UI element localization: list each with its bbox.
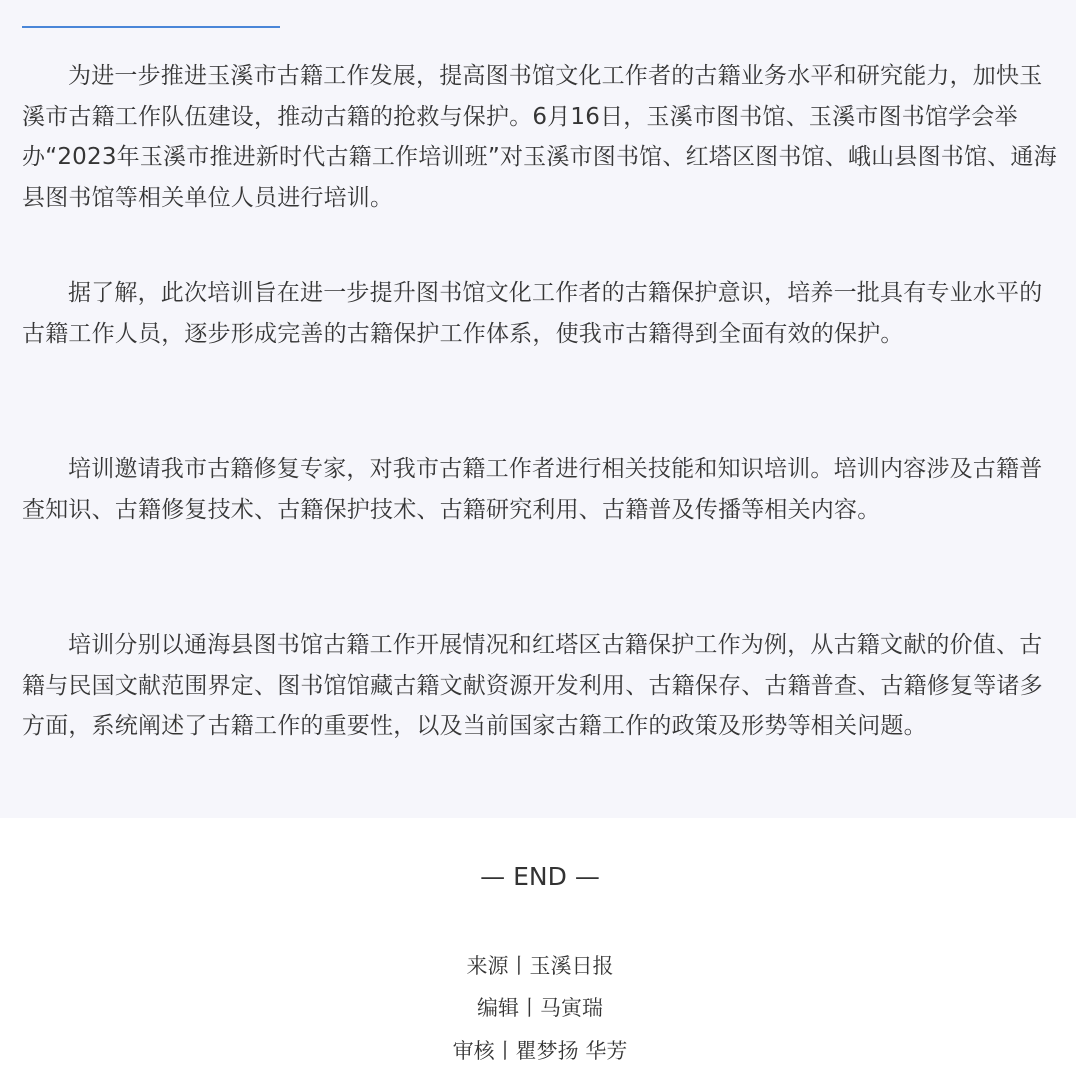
credit-review: 审核丨瞿梦扬 华芳	[452, 1039, 628, 1063]
paragraph-details: 培训分别以通海县图书馆古籍工作开展情况和红塔区古籍保护工作为例，从古籍文献的价值、古籍与民国文献范围界定、图书馆馆藏古籍文献资源开发利用、古籍保存、古籍普查、古籍修复等诸多方面，系统阐述了古籍工作的重要性，以及当前国家古籍工作的政策及形势等相关问题。	[22, 632, 1043, 740]
paragraph-intro: 为进一步推进玉溪市古籍工作发展，提高图书馆文化工作者的古籍业务水平和研究能力，加快玉溪市古籍工作队伍建设，推动古籍的抢救与保护。6月16日，玉溪市图书馆、玉溪市图书馆学会举办“2023年玉溪市推进新时代古籍工作培训班”对玉溪市图书馆、红塔区图书馆、峨山县图书馆、通海县图书馆等相关单位人员进行培训。	[22, 63, 1057, 212]
paragraph-content: 培训邀请我市古籍修复专家，对我市古籍工作者进行相关技能和知识培训。培训内容涉及古籍普查知识、古籍修复技术、古籍保护技术、古籍研究利用、古籍普及传播等相关内容。	[22, 456, 1043, 523]
end-marker: — END —	[480, 862, 600, 891]
paragraph-purpose: 据了解，此次培训旨在进一步提升图书馆文化工作者的古籍保护意识，培养一批具有专业水平的古籍工作人员，逐步形成完善的古籍保护工作体系，使我市古籍得到全面有效的保护。	[22, 280, 1043, 347]
accent-divider	[22, 26, 280, 28]
credit-source: 来源丨玉溪日报	[466, 954, 614, 978]
credit-editor: 编辑丨马寅瑞	[477, 996, 603, 1020]
